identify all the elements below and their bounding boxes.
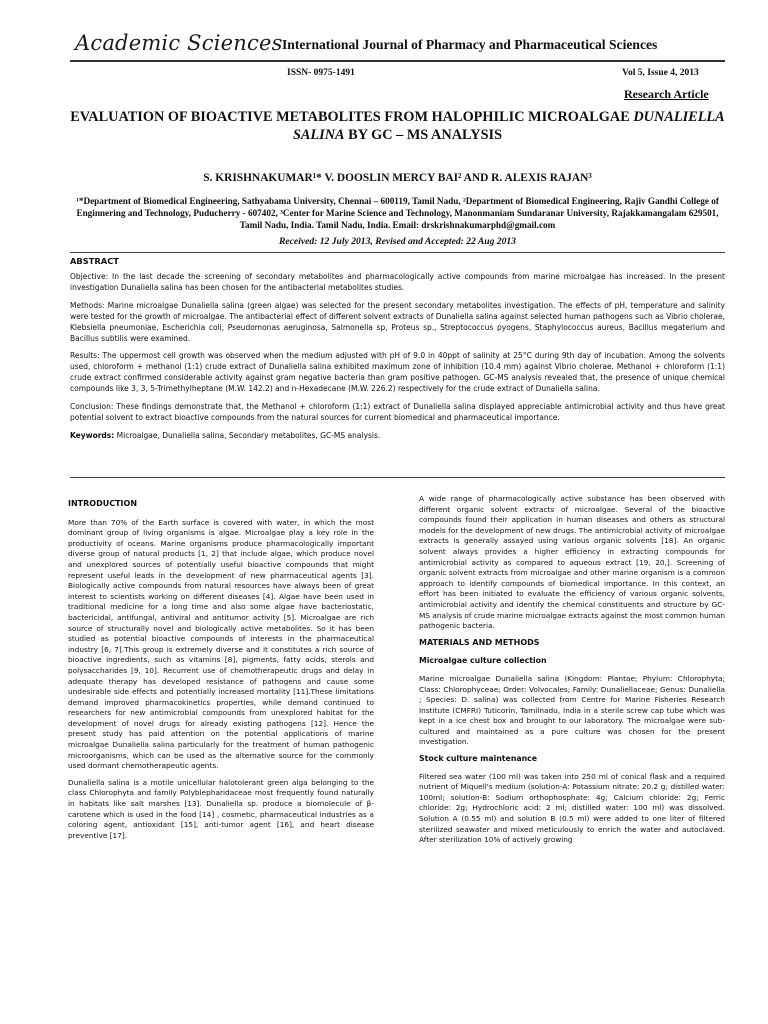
introduction-heading: INTRODUCTION <box>68 499 138 508</box>
article-type: Research Article <box>624 87 709 101</box>
left-column <box>68 494 374 847</box>
journal-name: International Journal of Pharmacy and Pharmaceutical Sciences <box>282 37 658 52</box>
keywords-label: Keywords: <box>70 430 115 440</box>
intro-paragraph-1: More than 70% of the Earth surface is covered with water, in which the most dominant group of living organisms is algae. Microalgae play a key role in the productivity of oceans. Marine organisms produce pharmacologically important diverse group of natural products [1, 2] that include algae, which produce novel and unexplored sources of potentially useful bioactive compounds that might represent useful leads in the development of new pharmaceutical agents [3]. Biologically active compounds from natural resources have always been of great interest to scientists working on different diseases [4]. Algae have been used in traditional medicine for a long time and also some algae have bacteriostatic, bactericidal, antifungal, antiviral and antitumor activity [5]. Microalgae are rich source of structurally novel and biologically active metabolites. So it has been studied as potential bioactive compounds of interests in the pharmaceutical industry [6, 7].This group is extremely diverse and it constitutes a rich source of bioactive ingredients, such as vitamins [8], pigments, fatty acids, sterols and polysaccharides [9, 10]. Recurrent use of chemotherapeutic drugs and delay in adequate therapy has developed resistance of pathogens and cause some undesirable side effects and potentially increased mortality [11].These limitations demand improved pharmacokinetics properties, while demand continued to researchers for new antimicrobial compounds from unexplored habitat for the development of novel drugs for already existing pathogens [12]. Hence the present study has paid attention on the potential applications of marine microalgae Dunaliella salina particularly for the treatment of human pathogenic microorganisms, which can be used as the alternative source for the commonly used dormant chemotherapeutic agents. <box>68 517 374 771</box>
title-part1: EVALUATION OF BIOACTIVE METABOLITES FROM HALOPHILIC MICROALGAE <box>70 109 634 125</box>
keywords <box>70 431 725 442</box>
stock-culture-heading: Stock culture maintenance <box>419 754 538 764</box>
volume-issue: Vol 5, Issue 4, 2013 <box>622 68 699 78</box>
right-column <box>419 494 725 852</box>
abstract-objective: Objective: In the last decade the screening of secondary metabolites and pharmacologically active compounds from marine microalgae has increased. In the present investigation Dunaliella salina has been chosen for the antibacterial metabolites studies. <box>70 272 725 292</box>
methods-heading: MATERIALS AND METHODS <box>419 637 540 647</box>
right-paragraph-1: A wide range of pharmacologically active substance has been observed with different organic solvent extracts of microalgae. Several of the bioactive compounds found their application in human diseases and others as structural models for the development of new drugs. The antimicrobial activity of microalgae extracts is generally assayed using various organic solvents [18]. An organic solvent always provides a higher efficiency in extracting compounds for antimicrobial activity as compared to aqueous extract [19, 20,]. Screening of organic solvent extracts from microalgae and other marine organism is a common approach to identify compounds of biomedical importance. In this context, an effort has been initiated to evaluate the efficiency of various organic solvents, antimicrobial activity and identify the chemical constituents and structure by GC-MS analysis of crude marine microalgae extracts against the most common human pathogenic bacteria. <box>419 494 726 631</box>
journal-logo: Academic Sciences <box>75 31 283 55</box>
title-part2: BY GC – MS ANALYSIS <box>344 127 503 143</box>
received-date: Received: 12 July 2013, Revised and Accepted: 22 Aug 2013 <box>279 236 516 247</box>
stock-culture-text: Filtered sea water (100 ml) was taken into 250 ml of conical flask and a required nutrient of Miquell's medium (solution-A: Potassium nitrate: 20.2 g; distilled water: 100ml; solution-B: Sodium orthophosphate: 4g; Calcium chloride: 2g; Ferric chloride: 2g; Hydrochloric acid: 2 ml; distilled water: 100 ml) was dissolved. Solution A (0.55 ml) and solution B (0.5 ml) were added to one liter of filtered sterilized seawater and mixed meticulously to enrich the water and autoclaved. After sterilization 10% of actively growing <box>419 771 725 845</box>
authors: S. KRISHNAKUMAR¹* V. DOOSLIN MERCY BAI² AND R. ALEXIS RAJAN³ <box>203 172 592 184</box>
culture-collection-text: Marine microalgae Dunaliella salina (Kingdom: Plantae; Phylum: Chlorophyta; Class: Chlorophyceae; Order: Volvocales; Family: Dunaliellaceae; Genus: Dunaliella ; Species: D. salina) was collected from Centre for Marine Fisheries Research Institute (CMFRI) Tuticorin, Tamilnadu, India in a sterile screw cap tube which was kept in a ice chest box and brought to our laboratory. The microalgae were sub-cultured and maintained as a pure culture was chosen for the present investigation. <box>419 673 725 747</box>
affiliation: ¹*Department of Biomedical Engineering, Sathyabama University, Chennai – 600119, Tamil Nadu, ²Department of Biomedical Engineering, Rajiv Gandhi College of Enginnering and Technology, Puducherry - 607402, ³Center for Marine Science and Technology, Manonmaniam Sundaranar University, Rajakkamangalam 629501, Tamil Nadu, India. Tamil Nadu, India. Email: drskrishnakumarphd@gmail.com <box>76 196 719 230</box>
abstract-heading: ABSTRACT <box>70 256 119 266</box>
title-species: DUNALIELLA SALINA <box>292 109 725 143</box>
intro-paragraph-2: Dunaliella salina is a motile unicellular halotolerant green alga belonging to the class Chlorophyta and family Polyblepharidaceae most frequently found naturally in habitats like salt marshes [13]. Dunaliella sp. produce a biomolecule of β-carotene which is used in the food [14] , cosmetic, pharmaceutical industries as a coloring agent, antioxidant [15], anti-tumor agent [16], and heart disease preventive [17]. <box>68 777 374 840</box>
keywords-text: Microalgae, Dunaliella salina, Secondary metabolites, GC-MS analysis. <box>114 430 381 440</box>
abstract-results: Results: The uppermost cell growth was observed when the medium adjusted with pH of 9.0 in 40ppt of salinity at 25°C during 9th day of incubation. Among the solvents used, chloroform + methanol (1:1) crude extract of Dunaliella salina exhibited maximum zone of inhibition (10.4 mm) against Vibrio cholerae. Methanol + chloroform (1:1) crude extract confirmed considerable activity against gram negative bacteria than gram positive pathogen. GC-MS analysis revealed that, the presence of unique chemical compounds like 3, 3, 5-Trimethylheptane (M.W. 142.2) and n-Hexadecane (M.W. 226.2) respectively for the crude extract of Dunaliella salina. <box>70 351 725 394</box>
abstract-conclusion: Conclusion: These findings demonstrate that, the Methanol + chloroform (1:1) extract of Dunaliella salina displayed appreciable antimicrobial activity and thus have great potential solvent to extract bioactive compounds from the natural sources for current biomedical and pharmaceutical importance. <box>70 402 725 422</box>
header-rule <box>70 60 725 62</box>
paper-title <box>70 108 725 144</box>
abstract-methods: Methods: Marine microalgae Dunaliella salina (green algae) was selected for the present secondary metabolites investigation. The effects of pH, temperature and salinity were tested for the growth of microalgae. The antibacterial effect of different solvent extracts of Dunaliella salina against selected human pathogens such as Vibrio cholerae, Klebsiella pneumoniae, Escherichia coli, Pseudomonas aeruginosa, Salmonella sp, Proteus sp., Streptococcus pyogens, Staphylococcus aureus, Bacillus megaterium and Bacillus subtilis were examined. <box>70 300 725 343</box>
issn: ISSN- 0975-1491 <box>287 68 355 78</box>
culture-collection-heading: Microalgae culture collection <box>419 656 547 666</box>
abstract-body <box>70 272 725 449</box>
